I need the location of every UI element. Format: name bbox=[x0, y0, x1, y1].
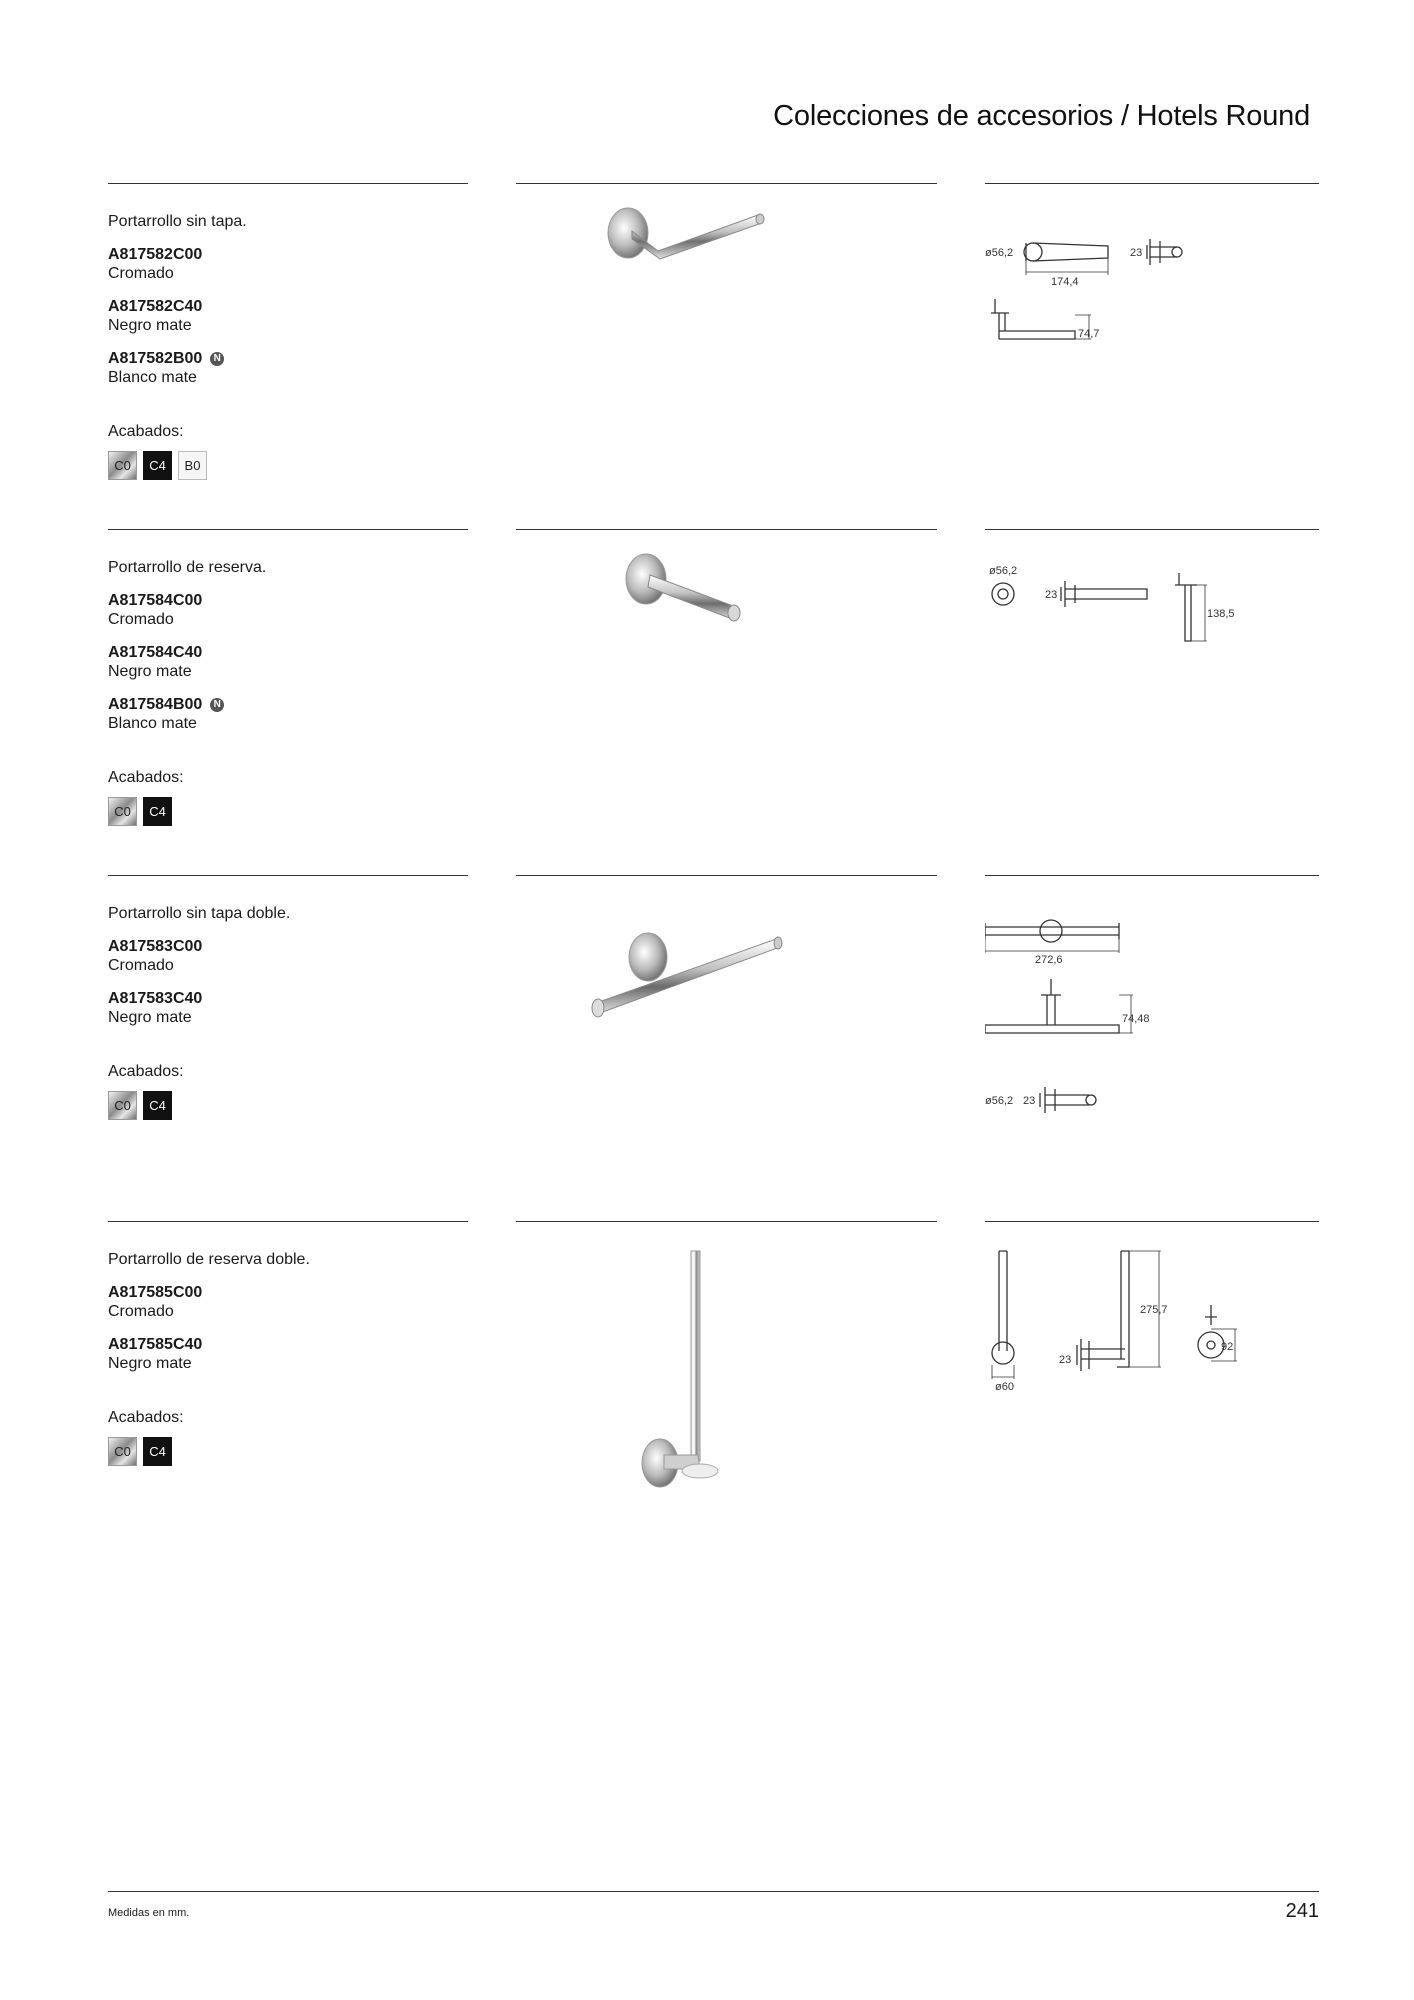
swatch-chrome: C0 bbox=[108, 1091, 137, 1120]
variant-finish: Negro mate bbox=[108, 317, 192, 334]
footer-note: Medidas en mm. bbox=[108, 1907, 190, 1919]
product-photo bbox=[560, 1241, 820, 1511]
finishes-label: Acabados: bbox=[108, 769, 184, 786]
variant-finish: Negro mate bbox=[108, 1355, 192, 1372]
variant bbox=[108, 937, 468, 975]
divider bbox=[985, 875, 1319, 876]
divider bbox=[985, 183, 1319, 184]
variant-finish: Cromado bbox=[108, 1303, 174, 1320]
dimension-label: 23 bbox=[1023, 1095, 1036, 1107]
product-description: Portarrollo sin tapa doble. bbox=[108, 905, 291, 922]
dimension-label: ø56,2 bbox=[989, 565, 1018, 577]
dimension-label: 23 bbox=[1059, 1354, 1072, 1366]
swatch-chrome: C0 bbox=[108, 1437, 137, 1466]
new-badge-icon: N bbox=[210, 352, 224, 366]
dimension-label: 272,6 bbox=[1035, 954, 1063, 966]
variant-code: A817584B00 bbox=[108, 696, 203, 713]
dimension-label: 23 bbox=[1045, 589, 1058, 601]
swatch-black: C4 bbox=[143, 451, 172, 480]
variant-finish: Cromado bbox=[108, 611, 174, 628]
variant-code: A817583C00 bbox=[108, 938, 203, 955]
product-info bbox=[108, 1251, 468, 1466]
variant-code: A817582B00 bbox=[108, 350, 203, 367]
variant-code: A817584C40 bbox=[108, 644, 203, 661]
finishes-label: Acabados: bbox=[108, 1063, 184, 1080]
product-double-roll-holder bbox=[0, 875, 1414, 1221]
variant-finish: Cromado bbox=[108, 265, 174, 282]
swatch-white: B0 bbox=[178, 451, 207, 480]
variant bbox=[108, 245, 468, 283]
product-photo bbox=[560, 549, 820, 819]
dimension-label: 23 bbox=[1130, 247, 1143, 259]
product-photo bbox=[560, 895, 820, 1165]
dimension-label: 74,48 bbox=[1122, 1013, 1150, 1025]
dimension-label: 174,4 bbox=[1051, 276, 1079, 288]
finish-swatches bbox=[108, 797, 468, 826]
divider bbox=[985, 529, 1319, 530]
variant-code: A817585C40 bbox=[108, 1336, 203, 1353]
variant bbox=[108, 591, 468, 629]
variant bbox=[108, 643, 468, 681]
new-badge-icon: N bbox=[210, 698, 224, 712]
swatch-black: C4 bbox=[143, 797, 172, 826]
dimension-label: ø60 bbox=[995, 1381, 1014, 1393]
product-photo bbox=[560, 203, 820, 473]
finishes-label: Acabados: bbox=[108, 1409, 184, 1426]
divider bbox=[516, 183, 937, 184]
product-description: Portarrollo sin tapa. bbox=[108, 213, 247, 230]
dimension-label: ø56,2 bbox=[985, 247, 1014, 259]
variant bbox=[108, 1283, 468, 1321]
variant bbox=[108, 695, 468, 733]
swatch-chrome: C0 bbox=[108, 451, 137, 480]
divider bbox=[516, 875, 937, 876]
product-double-spare-roll-holder bbox=[0, 1221, 1414, 1567]
product-info bbox=[108, 559, 468, 826]
variant bbox=[108, 349, 468, 387]
product-description: Portarrollo de reserva. bbox=[108, 559, 267, 576]
page-title: Colecciones de accesorios / Hotels Round bbox=[773, 100, 1310, 132]
dimension-label: 138,5 bbox=[1207, 608, 1235, 620]
product-description: Portarrollo de reserva doble. bbox=[108, 1251, 310, 1268]
divider bbox=[108, 1221, 468, 1222]
dimension-label: 74,7 bbox=[1078, 328, 1100, 340]
variant-code: A817582C40 bbox=[108, 298, 203, 315]
technical-drawing bbox=[985, 1241, 1319, 1541]
footer-divider bbox=[108, 1891, 1319, 1892]
variant-finish: Blanco mate bbox=[108, 369, 197, 386]
divider bbox=[516, 529, 937, 530]
swatch-chrome: C0 bbox=[108, 797, 137, 826]
technical-drawing bbox=[985, 203, 1319, 503]
dimension-label: ø56,2 bbox=[985, 1095, 1014, 1107]
finish-swatches bbox=[108, 451, 468, 480]
swatch-black: C4 bbox=[143, 1437, 172, 1466]
variant-finish: Blanco mate bbox=[108, 715, 197, 732]
finish-swatches bbox=[108, 1091, 468, 1120]
dimension-label: 275,7 bbox=[1140, 1304, 1168, 1316]
product-info bbox=[108, 213, 468, 480]
technical-drawing bbox=[985, 895, 1319, 1195]
product-info bbox=[108, 905, 468, 1120]
product-toilet-roll-holder bbox=[0, 183, 1414, 529]
dimension-label: 92 bbox=[1221, 1341, 1234, 1353]
product-spare-roll-holder bbox=[0, 529, 1414, 875]
variant-code: A817583C40 bbox=[108, 990, 203, 1007]
variant-code: A817584C00 bbox=[108, 592, 203, 609]
variant bbox=[108, 1335, 468, 1373]
divider bbox=[108, 183, 468, 184]
page-number: 241 bbox=[1285, 1900, 1319, 1922]
variant bbox=[108, 297, 468, 335]
variant-finish: Cromado bbox=[108, 957, 174, 974]
divider bbox=[985, 1221, 1319, 1222]
variant bbox=[108, 989, 468, 1027]
divider bbox=[108, 529, 468, 530]
finish-swatches bbox=[108, 1437, 468, 1466]
variant-code: A817585C00 bbox=[108, 1284, 203, 1301]
divider bbox=[108, 875, 468, 876]
divider bbox=[516, 1221, 937, 1222]
variant-finish: Negro mate bbox=[108, 1009, 192, 1026]
variant-finish: Negro mate bbox=[108, 663, 192, 680]
technical-drawing bbox=[985, 549, 1319, 849]
swatch-black: C4 bbox=[143, 1091, 172, 1120]
variant-code: A817582C00 bbox=[108, 246, 203, 263]
finishes-label: Acabados: bbox=[108, 423, 184, 440]
